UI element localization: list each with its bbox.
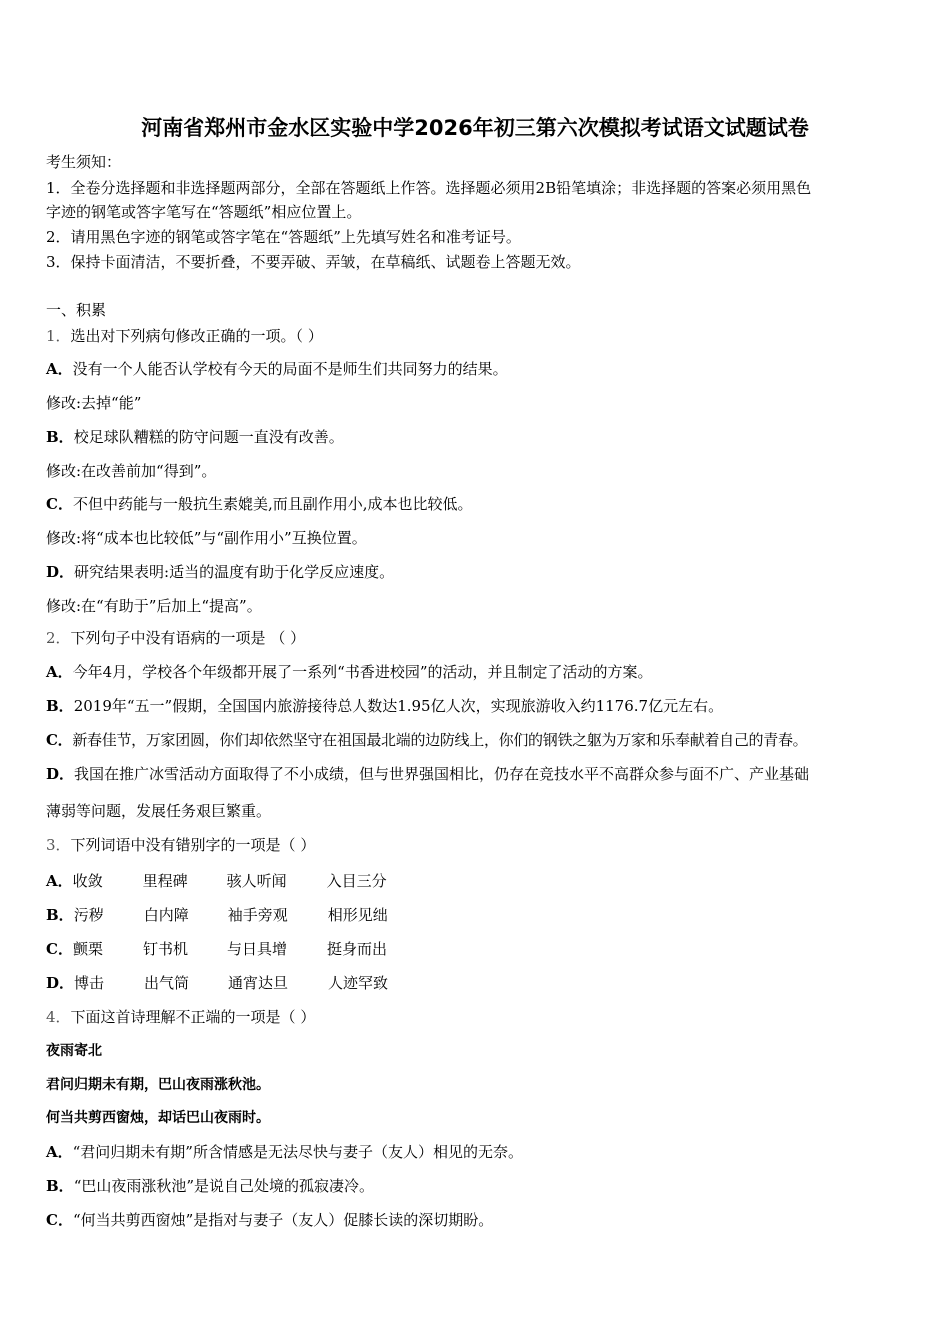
option-a xyxy=(46,871,387,891)
option-text: 研究结果表明:适当的温度有助于化学反应速度。 xyxy=(74,563,395,581)
notice-item: 2．请用黑色字迹的钢笔或答字笔在“答题纸”上先填写姓名和准考证号。 xyxy=(46,228,521,246)
word: 白内障 xyxy=(143,906,189,924)
option-text: 我国在推广冰雪活动方面取得了不小成绩，但与世界强国相比，仍存在竞技水平不高群众参与面不广、产业基础 xyxy=(74,765,810,783)
option-text: 2019年“五一”假期，全国国内旅游接待总人数达1.95亿人次，实现旅游收入约1176.7亿元左右。 xyxy=(73,697,724,715)
option-b xyxy=(46,696,723,716)
question-3 xyxy=(46,835,315,855)
word: 钉书机 xyxy=(142,940,188,958)
option-b xyxy=(46,1176,374,1196)
option-label: D． xyxy=(46,765,75,783)
question-stem: 下列词语中没有错别字的一项是（ ） xyxy=(70,836,316,854)
notice-item: 字迹的钢笔或答字笔写在“答题纸”相应位置上。 xyxy=(46,203,362,221)
question-2 xyxy=(46,628,305,648)
option-label: D． xyxy=(46,974,75,992)
option-text: 没有一个人能否认学校有今天的局面不是师生们共同努力的结果。 xyxy=(72,360,508,378)
option-text: “巴山夜雨涨秋池”是说自己处境的孤寂凄冷。 xyxy=(73,1177,375,1195)
option-d xyxy=(46,764,809,784)
word: 里程碑 xyxy=(142,872,188,890)
option-text: 不但中药能与一般抗生素媲美,而且副作用小,成本也比较低。 xyxy=(72,495,473,513)
option-d xyxy=(46,562,394,582)
option-label: C． xyxy=(46,940,73,958)
question-number: 4． xyxy=(46,1008,71,1026)
option-label: D． xyxy=(46,563,75,581)
option-text: 新春佳节，万家团圆，你们却依然坚守在祖国最北端的边防线上，你们的钢铁之躯为万家和乐奉献着自己的青春。 xyxy=(72,731,808,749)
option-label: B． xyxy=(46,906,74,924)
option-label: C． xyxy=(46,495,73,513)
revision-text: 修改:在改善前加“得到”。 xyxy=(46,462,217,480)
question-4 xyxy=(46,1007,315,1027)
option-text: 今年4月，学校各个年级都开展了一系列“书香进校园”的活动，并且制定了活动的方案。 xyxy=(72,663,653,681)
word: 袖手旁观 xyxy=(227,906,288,924)
option-c xyxy=(46,494,473,514)
notice-heading: 考生须知： xyxy=(46,153,122,171)
word: 骇人听闻 xyxy=(226,872,287,890)
option-label: A． xyxy=(46,1143,73,1161)
word: 挺身而出 xyxy=(326,940,387,958)
page-title: 河南省郑州市金水区实验中学2026年初三第六次模拟考试语文试题试卷 xyxy=(141,116,809,140)
option-text: “何当共剪西窗烛”是指对与妻子（友人）促膝长读的深切期盼。 xyxy=(72,1211,494,1229)
word: 污秽 xyxy=(73,906,104,924)
option-c xyxy=(46,730,807,750)
word: 相形见绌 xyxy=(327,906,388,924)
option-d xyxy=(46,973,388,993)
option-label: A． xyxy=(46,663,73,681)
word: 颤栗 xyxy=(72,940,103,958)
option-label: C． xyxy=(46,731,73,749)
option-label: A． xyxy=(46,360,73,378)
option-label: C． xyxy=(46,1211,73,1229)
question-number: 1． xyxy=(46,327,71,345)
revision-text: 修改:在“有助于”后加上“提高”。 xyxy=(46,597,262,615)
word: 博击 xyxy=(74,974,105,992)
revision-text: 修改:将“成本也比较低”与“副作用小”互换位置。 xyxy=(46,529,367,547)
word: 入目三分 xyxy=(326,872,387,890)
option-a xyxy=(46,662,653,682)
revision-text: 修改:去掉“能” xyxy=(46,394,142,412)
word: 与日具增 xyxy=(226,940,287,958)
word: 收敛 xyxy=(72,872,103,890)
option-label: B． xyxy=(46,697,74,715)
question-1 xyxy=(46,326,323,346)
poem-line: 何当共剪西窗烛，却话巴山夜雨时。 xyxy=(46,1110,270,1126)
notice-item: 3．保持卡面清洁，不要折叠，不要弄破、弄皱，在草稿纸、试题卷上答题无效。 xyxy=(46,253,581,271)
option-label: A． xyxy=(46,872,73,890)
word: 人迹罕致 xyxy=(328,974,389,992)
option-label: B． xyxy=(46,1177,74,1195)
poem-line: 君问归期未有期，巴山夜雨涨秋池。 xyxy=(46,1077,270,1093)
question-stem: 选出对下列病句修改正确的一项。（ ） xyxy=(70,327,323,345)
option-text: 校足球队糟糕的防守问题一直没有改善。 xyxy=(73,428,344,446)
section-heading: 一、积累 xyxy=(46,301,107,319)
option-b xyxy=(46,905,388,925)
option-d-continued: 薄弱等问题，发展任务艰巨繁重。 xyxy=(46,802,272,820)
option-a xyxy=(46,1142,523,1162)
option-label: B． xyxy=(46,428,74,446)
option-text: “君问归期未有期”所含情感是无法尽快与妻子（友人）相见的无奈。 xyxy=(72,1143,523,1161)
question-stem: 下面这首诗理解不正端的一项是（ ） xyxy=(70,1008,316,1026)
word: 通宵达旦 xyxy=(228,974,289,992)
notice-item: 1．全卷分选择题和非选择题两部分，全部在答题纸上作答。选择题必须用2B铅笔填涂；非选择题的答案必须用黑色 xyxy=(46,179,812,197)
option-b xyxy=(46,427,344,447)
question-stem: 下列句子中没有语病的一项是 （ ） xyxy=(70,629,306,647)
question-number: 3． xyxy=(46,836,71,854)
option-a xyxy=(46,359,508,379)
word: 出气筒 xyxy=(144,974,190,992)
option-c xyxy=(46,939,387,959)
question-number: 2． xyxy=(46,629,71,647)
poem-title: 夜雨寄北 xyxy=(46,1043,102,1059)
option-c xyxy=(46,1210,493,1230)
